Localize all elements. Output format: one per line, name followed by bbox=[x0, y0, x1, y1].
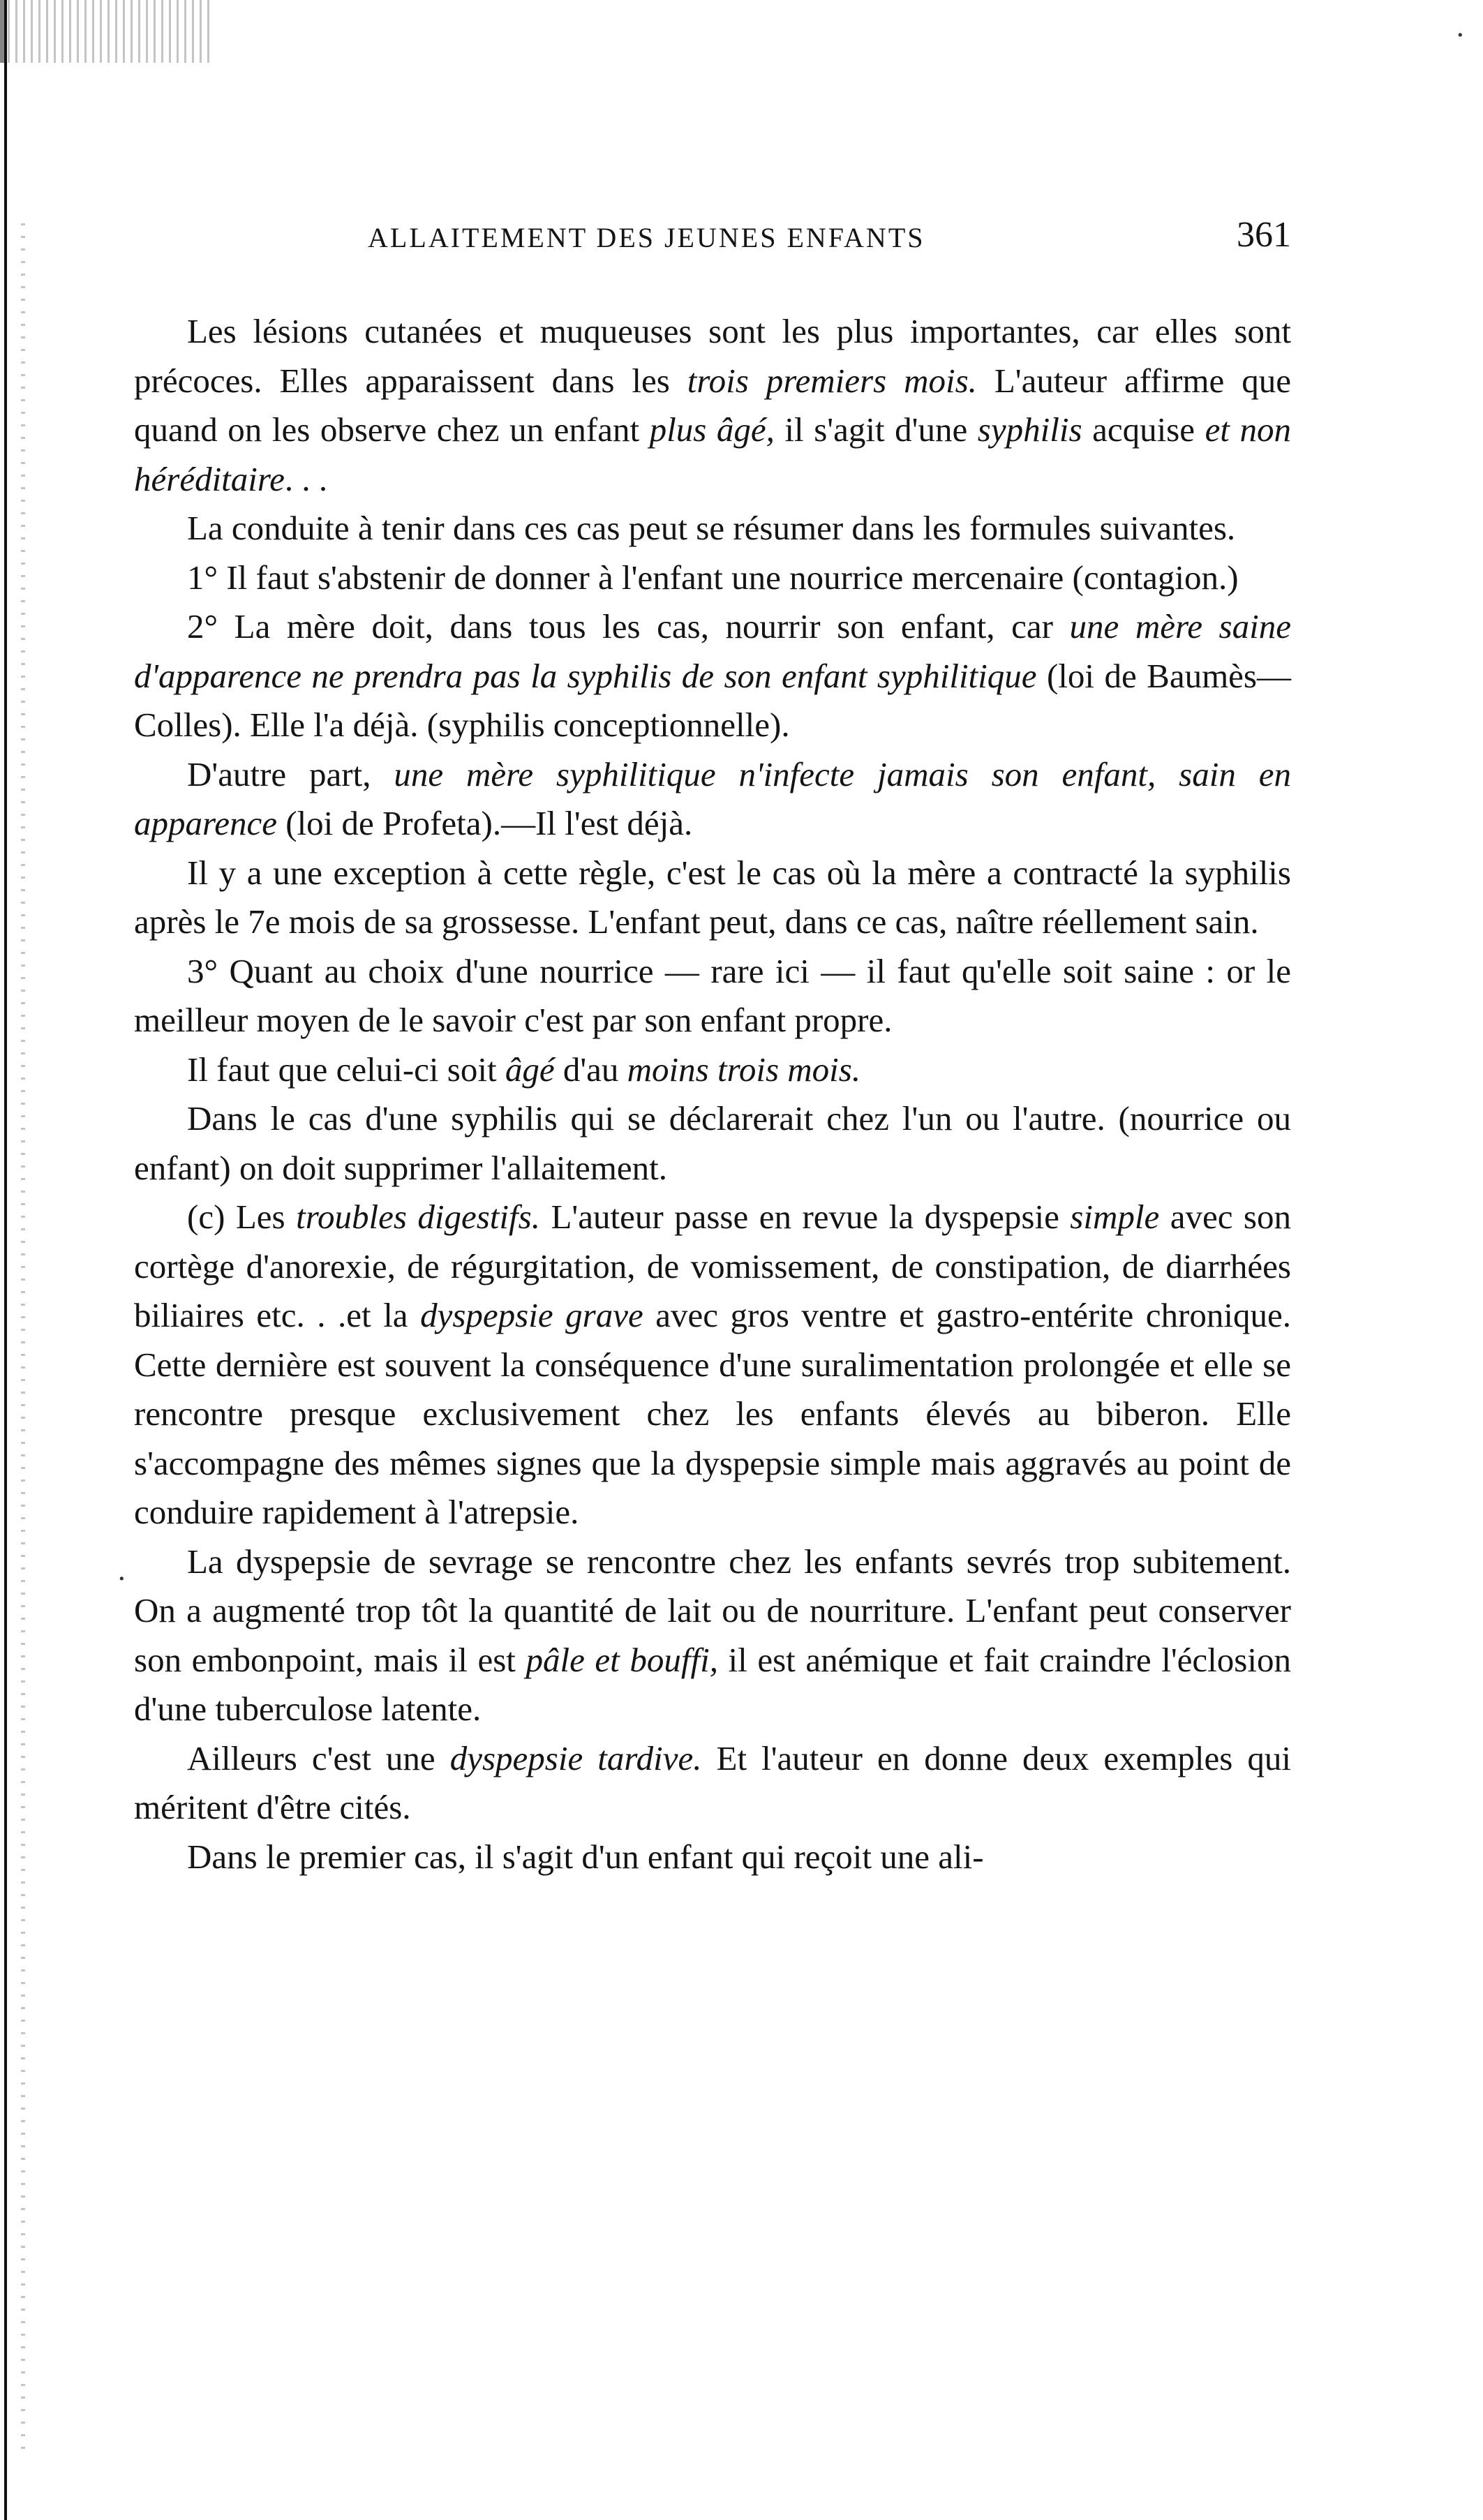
text-run: . . . bbox=[284, 459, 328, 498]
italic-text: syphilis bbox=[977, 410, 1082, 449]
italic-text: dyspepsie grave bbox=[420, 1296, 643, 1334]
text-run: d'au bbox=[554, 1050, 627, 1089]
paragraph bbox=[134, 750, 1291, 849]
paragraph bbox=[134, 1734, 1291, 1833]
text-run: Il faut que celui-ci soit bbox=[187, 1050, 505, 1089]
italic-text: et non héréditaire bbox=[134, 410, 1291, 498]
book-page bbox=[134, 206, 1291, 1881]
text-run: il s'agit d'une bbox=[774, 410, 978, 449]
paragraph bbox=[134, 553, 1291, 603]
italic-text: plus âgé, bbox=[649, 410, 775, 449]
body-text bbox=[134, 307, 1291, 1881]
text-run: Il y a une exception à cette règle, c'est le cas où la mère a contracté la syphilis après le 7e mois de sa grossesse. L'enfant peut, dans ce cas, naître réellement sain. bbox=[134, 853, 1291, 941]
text-run: 1° Il faut s'abstenir de donner à l'enfant une nourrice mercenaire (contagion.) bbox=[187, 558, 1239, 597]
page-number: 361 bbox=[1237, 215, 1291, 255]
text-run: La conduite à tenir dans ces cas peut se résumer dans les formules suivantes. bbox=[187, 509, 1236, 547]
italic-text: moins trois mois. bbox=[627, 1050, 861, 1089]
italic-text: âgé bbox=[505, 1050, 555, 1089]
paragraph bbox=[134, 849, 1291, 947]
italic-text: troubles digestifs. bbox=[296, 1198, 540, 1236]
text-run: avec son cortège d'anorexie, de régurgitation, de vomissement, de constipation, de diarrhées biliaires etc. . .et la bbox=[134, 1198, 1291, 1334]
italic-text: une mère saine d'apparence ne prendra pas la syphilis de son enfant syphilitique bbox=[134, 607, 1291, 695]
running-head bbox=[134, 206, 1291, 269]
italic-text: pâle et bouffi, bbox=[526, 1640, 718, 1679]
scan-speck: · bbox=[117, 1563, 126, 1595]
paragraph bbox=[134, 1094, 1291, 1193]
spine-shadow bbox=[21, 223, 25, 2456]
paragraph bbox=[134, 1833, 1291, 1882]
running-title: ALLAITEMENT DES JEUNES ENFANTS bbox=[368, 222, 925, 253]
italic-text: une mère syphilitique n'infecte jamais son enfant, sain en apparence bbox=[134, 754, 1291, 842]
text-run: 2° La mère doit, dans tous les cas, nourrir son enfant, car bbox=[187, 607, 1070, 646]
text-run: il est anémique et fait craindre l'éclosion d'une tuberculose latente. bbox=[134, 1640, 1291, 1728]
paragraph bbox=[134, 1537, 1291, 1734]
text-run: avec gros ventre et gastro-entérite chronique. Cette dernière est souvent la conséquence d'une suralimentation prolongée et elle se rencontre presque exclusivement chez les enfants élevés au biberon. Elle s'accompagne des mêmes signes que la dyspepsie simple mais aggravés au point de conduire rapidement à l'atrepsie. bbox=[134, 1296, 1291, 1531]
scan-speck: · bbox=[1456, 20, 1465, 52]
paragraph bbox=[134, 1045, 1291, 1095]
text-run: Les lésions cutanées et muqueuses sont les plus importantes, car elles sont précoces. Elles apparaissent dans les bbox=[134, 312, 1291, 400]
text-run: Dans le cas d'une syphilis qui se déclarerait chez l'un ou l'autre. (nourrice ou enfant) on doit supprimer l'allaitement. bbox=[134, 1099, 1291, 1187]
text-run: L'auteur affirme que quand on les observe chez un enfant bbox=[134, 361, 1291, 449]
text-run: (loi de Baumès—Colles). Elle l'a déjà. (syphilis conceptionnelle). bbox=[134, 656, 1292, 744]
paragraph bbox=[134, 1193, 1291, 1537]
paragraph bbox=[134, 947, 1291, 1045]
paragraph bbox=[134, 504, 1291, 553]
text-run: (c) Les bbox=[187, 1198, 297, 1236]
text-run: Dans le premier cas, il s'agit d'un enfant qui reçoit une ali- bbox=[187, 1837, 984, 1876]
text-run: D'autre part, bbox=[187, 754, 394, 793]
italic-text: trois premiers mois. bbox=[687, 361, 977, 400]
paragraph bbox=[134, 307, 1291, 504]
text-run: Et l'auteur en donne deux exemples qui méritent d'être cités. bbox=[134, 1738, 1292, 1826]
italic-text: simple bbox=[1070, 1198, 1160, 1236]
scan-edge-artifact bbox=[0, 0, 209, 63]
text-run: La dyspepsie de sevrage se rencontre chez les enfants sevrés trop subitement. On a augmenté trop tôt la quantité de lait ou de nourriture. L'enfant peut conserver son embonpoint, mais il est bbox=[134, 1542, 1291, 1679]
text-run: 3° Quant au choix d'une nourrice — rare ici — il faut qu'elle soit saine : or le meilleur moyen de le savoir c'est par son enfant propre. bbox=[134, 951, 1291, 1039]
italic-text: dyspepsie tardive. bbox=[449, 1738, 702, 1777]
text-run: Ailleurs c'est une bbox=[187, 1738, 450, 1777]
text-run: (loi de Profeta).—Il l'est déjà. bbox=[277, 804, 693, 842]
text-run: L'auteur passe en revue la dyspepsie bbox=[539, 1198, 1071, 1236]
paragraph bbox=[134, 602, 1291, 750]
text-run: acquise bbox=[1082, 410, 1205, 449]
page-binding-edge bbox=[4, 0, 7, 2520]
